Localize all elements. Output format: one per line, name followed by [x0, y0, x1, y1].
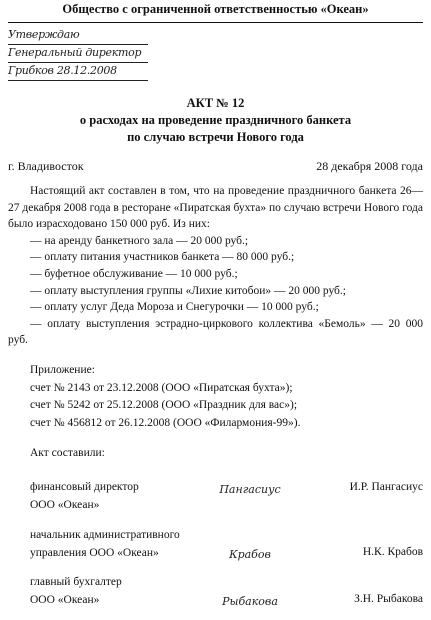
expense-item: — на аренду банкетного зала — 20 000 руб.; [30, 234, 249, 247]
position-line-2: управления ООО «Океан» [30, 546, 159, 559]
expense-item: — оплату выступления эстрадно-циркового коллектива «Бемоль» — 20 000 руб. [8, 317, 423, 347]
title-line-1: АКТ № 12 [186, 96, 245, 110]
expense-item: — буфетное обслуживание — 10 000 руб.; [30, 267, 238, 280]
title-line-3: по случаю встречи Нового года [127, 130, 304, 144]
signatory-position [30, 574, 210, 609]
signatory-position [30, 527, 210, 562]
signatory-row [30, 527, 423, 563]
approval-line-1: Утверждаю [8, 27, 148, 45]
appendix-section [30, 362, 420, 432]
signatory-row [30, 574, 423, 610]
appendix-item: счет № 2143 от 23.12.2008 (ООО «Пиратская бухта»); [30, 381, 293, 394]
signatory-name: Н.К. Крабов [362, 546, 423, 558]
position-line-1: финансовый директор [30, 481, 139, 493]
header-divider [8, 22, 423, 23]
signatory-name: И.Р. Пангасиус [349, 481, 423, 493]
expense-item: — оплату услуг Деда Мороза и Снегурочки — 10 000 руб.; [30, 301, 319, 314]
document-place: г. Владивосток [8, 159, 84, 173]
expense-item: — оплату питания участников банкета — 80 000 руб.; [30, 251, 295, 264]
handwritten-signature: Пангасиус [219, 483, 281, 496]
position-line-1: главный бухгалтер [30, 576, 122, 588]
compiled-by-label: Акт составили: [30, 447, 105, 459]
appendix-item: счет № 456812 от 26.12.2008 (ООО «Филармония-99»). [30, 416, 301, 429]
appendix-label: Приложение: [30, 364, 95, 376]
signatory-name: З.Н. Рыбакова [354, 593, 423, 605]
title-line-2: о расходах на проведение праздничного банкета [79, 113, 352, 127]
expense-list [8, 233, 423, 349]
position-line-2: ООО «Океан» [30, 593, 100, 606]
expense-item: — оплату выступления группы «Лихие китобои» — 20 000 руб.; [30, 284, 346, 297]
company-name: Общество с ограниченной ответственностью «Океан» [62, 2, 369, 16]
approval-line-3: Грибков 28.12.2008 [8, 63, 148, 81]
handwritten-signature: Крабов [229, 548, 271, 561]
approval-stamp [8, 27, 148, 81]
signatory-row [30, 479, 423, 515]
document-date: 28 декабря 2008 года [316, 159, 423, 173]
document-title [0, 95, 431, 146]
approval-line-2: Генеральный директор [8, 45, 148, 63]
position-line-2: ООО «Океан» [30, 498, 100, 511]
act-body [8, 183, 423, 349]
appendix-item: счет № 5242 от 25.12.2008 (ООО «Праздник для вас»); [30, 399, 298, 411]
signatory-position [30, 479, 210, 514]
handwritten-signature: Рыбакова [222, 595, 278, 608]
position-line-1: начальник административного [30, 529, 180, 541]
body-intro: Настоящий акт составлен в том, что на проведение праздничного банкета 26—27 декабря 2008 года в ресторане «Пиратская бухта» по случаю встречи Нового года было израсходовано 150 000 руб. Из них: [8, 185, 423, 231]
